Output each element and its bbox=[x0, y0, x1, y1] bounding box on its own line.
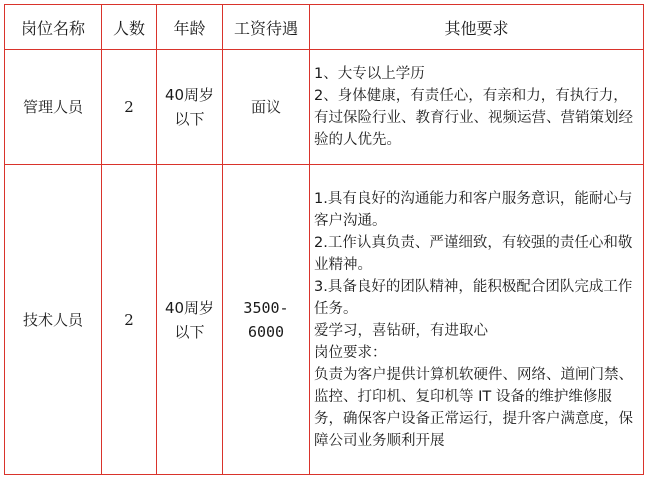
requirement-line: 岗位要求： bbox=[314, 344, 387, 361]
header-requirements: 其他要求 bbox=[310, 5, 644, 50]
table-row bbox=[5, 165, 644, 475]
requirement-line: 2.工作认真负责、严谨细致，有较强的责任心和敬业精神。 bbox=[314, 234, 633, 273]
requirements-cell bbox=[310, 165, 644, 475]
header-count: 人数 bbox=[102, 5, 157, 50]
position-cell: 管理人员 bbox=[5, 50, 102, 165]
requirement-line: 1.具有良好的沟通能力和客户服务意识，能耐心与客户沟通。 bbox=[314, 190, 633, 229]
age-cell bbox=[157, 165, 223, 475]
count-cell: 2 bbox=[102, 50, 157, 165]
header-row bbox=[5, 5, 644, 50]
age-line: 40周岁 bbox=[164, 298, 215, 317]
salary-cell bbox=[223, 50, 310, 165]
requirements-cell bbox=[310, 50, 644, 165]
table-row bbox=[5, 50, 644, 165]
salary-cell bbox=[223, 165, 310, 475]
header-position: 岗位名称 bbox=[5, 5, 102, 50]
salary-line: 面议 bbox=[250, 98, 281, 116]
age-line: 40周岁 bbox=[164, 86, 215, 104]
count-cell: 2 bbox=[102, 165, 157, 475]
salary-line: 3500- bbox=[243, 298, 289, 317]
requirement-line: 3.具备良好的团队精神，能积极配合团队完成工作任务。 bbox=[314, 278, 633, 317]
position-cell: 技术人员 bbox=[5, 165, 102, 475]
requirement-line: 1、大专以上学历 bbox=[314, 66, 425, 82]
header-salary: 工资待遇 bbox=[223, 5, 310, 50]
requirement-line: 2、身体健康，有责任心，有亲和力，有执行力，有过保险行业、教育行业、视频运营、营销策划经验的人优先。 bbox=[314, 88, 633, 148]
age-line: 以下 bbox=[174, 110, 205, 128]
recruitment-table bbox=[4, 4, 644, 475]
requirement-line: 爱学习，喜钻研，有进取心 bbox=[314, 322, 488, 339]
age-line: 以下 bbox=[174, 322, 205, 341]
requirement-line: 负责为客户提供计算机软硬件、网络、道闸门禁、监控、打印机、复印机等 IT 设备的维护维修服务，确保客户设备正常运行，提升客户满意度，保障公司业务顺利开展 bbox=[314, 366, 633, 449]
salary-line: 6000 bbox=[247, 322, 285, 341]
age-cell bbox=[157, 50, 223, 165]
header-age: 年龄 bbox=[157, 5, 223, 50]
